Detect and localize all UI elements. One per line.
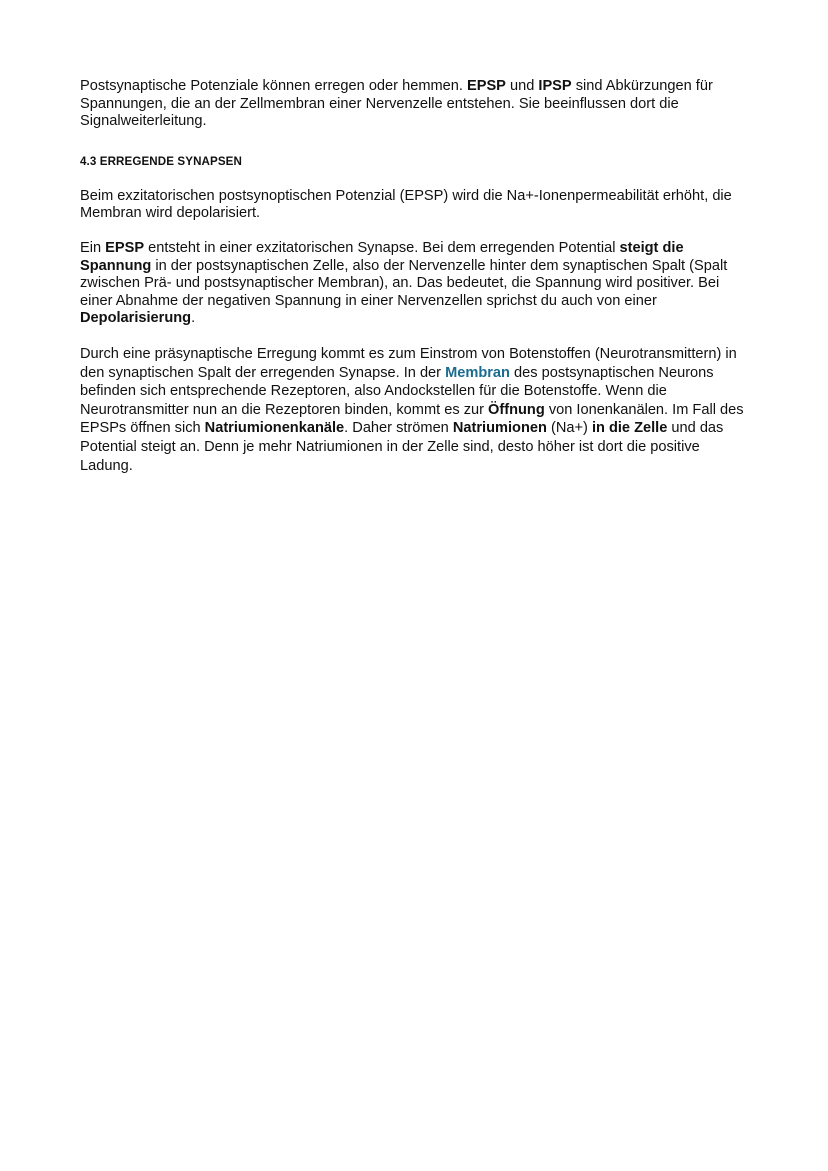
para3-text: und das Potential steigt an. Denn je mehr Natriumionen in der Zelle sind, desto höher ist dort die positive Ladung. xyxy=(80,420,724,474)
intro-paragraph xyxy=(80,78,752,131)
membran-link[interactable]: Membran xyxy=(445,364,510,381)
oeffnung-term: Öffnung xyxy=(488,401,545,418)
steigt-die-spannung-term: steigt die Spannung xyxy=(80,239,684,274)
para3-text: von Ionenkanälen. Im Fall des EPSPs öffnen sich xyxy=(80,401,744,437)
para3-text: (Na+) xyxy=(546,420,592,437)
intro-epsp-term: EPSP xyxy=(466,78,506,94)
para2-text: in der postsynaptischen Zelle, also der Nervenzelle hinter dem synaptischen Spalt (Spalt zwischen Prä- und postsynaptischer Membran), an. Das bedeutet, die Spannung wird positiver. Bei einer Abnahme der negativen Spannung in einer Nervenzellen sprichst du auch von einer xyxy=(80,257,728,309)
para3-text: Durch eine präsynaptische Erregung kommt es zum Einstrom von Botenstoffen (Neurotransmittern) in den synaptischen Spalt der erregenden Synapse. In der xyxy=(80,345,737,381)
paragraph-mechanism xyxy=(80,345,752,475)
natriumionen-term: Natriumionen xyxy=(452,420,547,437)
para3-text: des postsynaptischen Neurons befinden sich entsprechende Rezeptoren, also Andockstellen für die Botenstoffe. Wenn die Neurotransmitter nun an die Rezeptoren binden, kommt es zur xyxy=(80,364,714,418)
intro-text: sind Abkürzungen für Spannungen, die an der Zellmembran einer Nervenzelle entstehen. Sie beeinflussen dort die Signalweiterleitung. xyxy=(80,78,713,130)
para2-text: entsteht in einer exzitatorischen Synapse. Bei dem erregenden Potential xyxy=(144,239,620,256)
natriumionenkanaele-term: Natriumionenkanäle xyxy=(204,420,345,437)
paragraph-epsp-explanation xyxy=(80,240,752,328)
in-die-zelle-term: in die Zelle xyxy=(591,420,668,437)
epsp-term: EPSP xyxy=(105,239,145,256)
para2-text: . xyxy=(191,310,196,327)
paragraph-epsp-definition: Beim exzitatorischen postsynoptischen Potenzial (EPSP) wird die Na+-Ionenpermeabilität erhöht, die Membran wird depolarisiert. xyxy=(80,187,732,222)
para2-text: Ein xyxy=(80,239,106,256)
intro-text: Postsynaptische Potenziale können erregen oder hemmen. xyxy=(80,78,467,94)
depolarisierung-term: Depolarisierung xyxy=(80,310,192,327)
intro-text: und xyxy=(505,78,539,94)
para3-text: . Daher strömen xyxy=(344,420,453,437)
intro-ipsp-term: IPSP xyxy=(538,78,572,94)
section-heading: 4.3 ERREGENDE SYNAPSEN xyxy=(80,154,242,168)
document-page xyxy=(80,78,752,492)
